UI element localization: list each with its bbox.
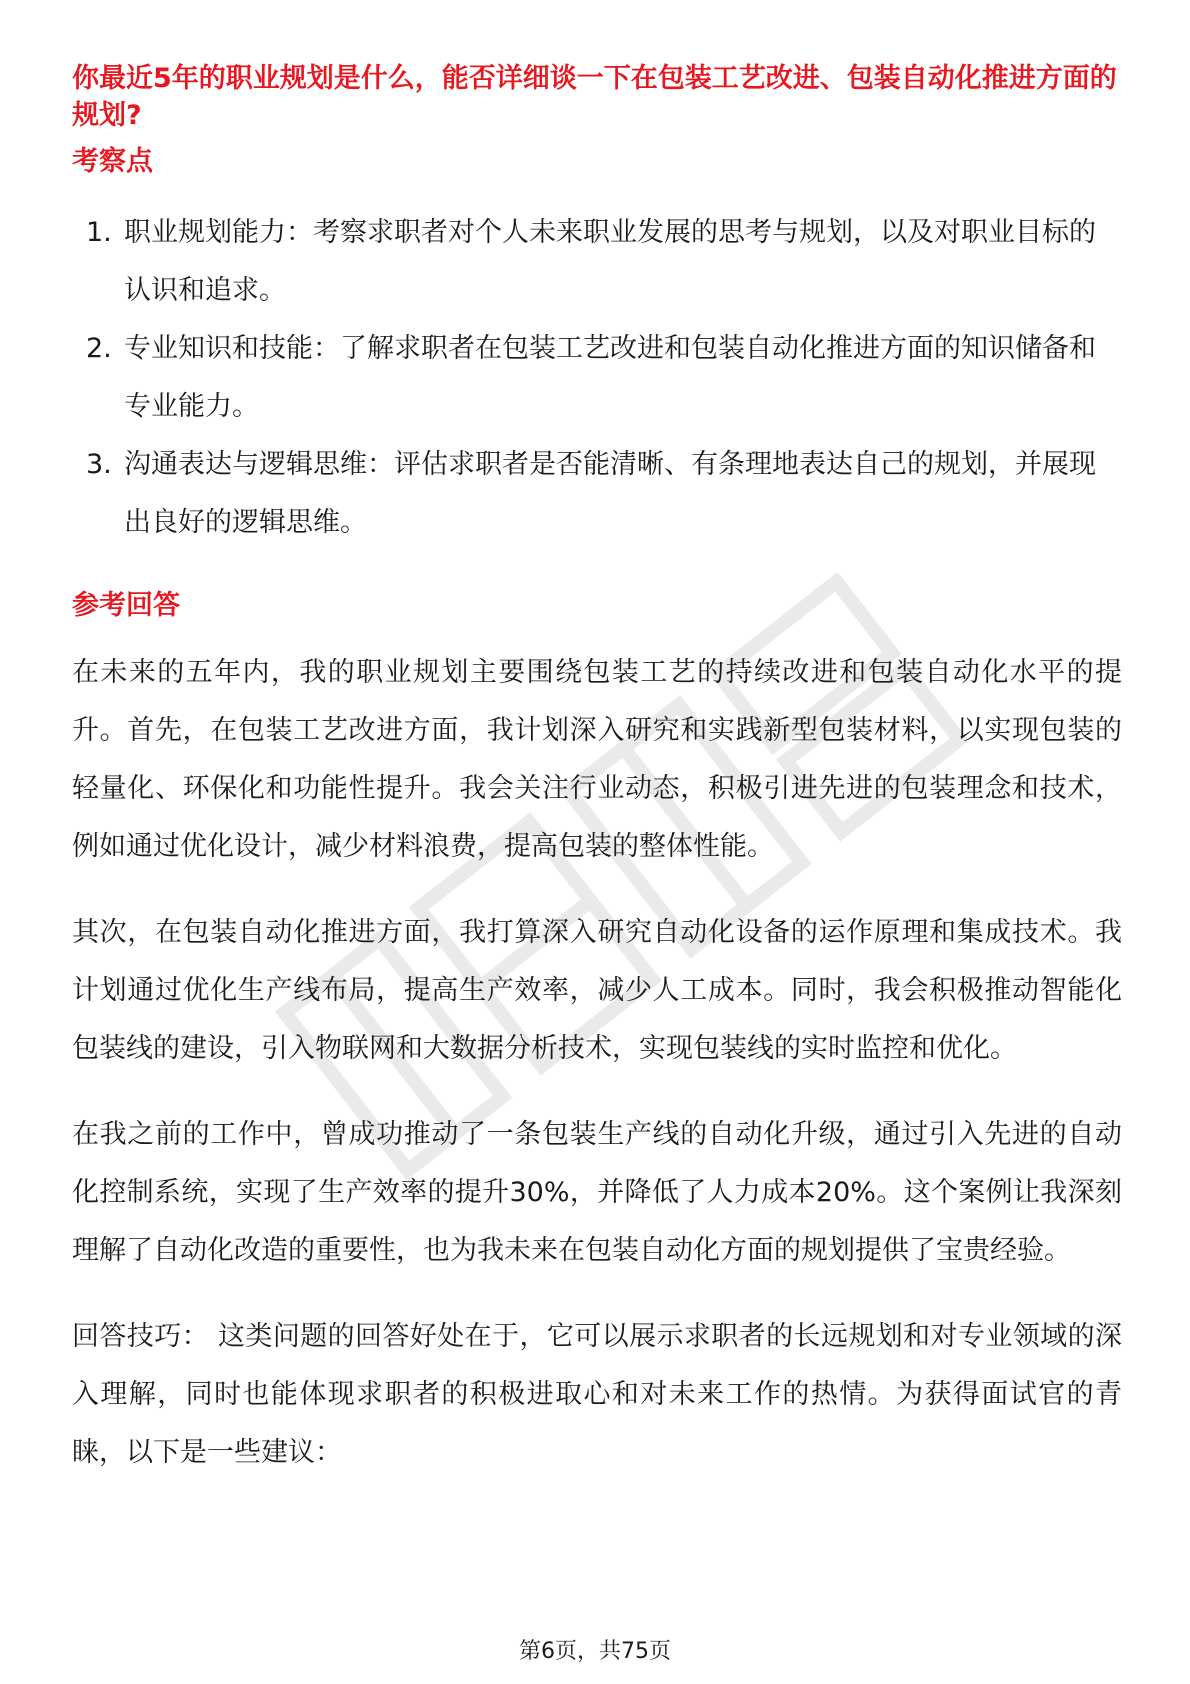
- main-content: [72, 60, 1122, 1482]
- list-item-text: 专业知识和技能：了解求职者在包装工艺改进和包装自动化推进方面的知识储备和专业能力。: [124, 333, 1096, 422]
- question-heading: 你最近5年的职业规划是什么，能否详细谈一下在包装工艺改进、包装自动化推进方面的规划?: [72, 63, 1117, 131]
- answer-paragraph: 在我之前的工作中，曾成功推动了一条包装生产线的自动化升级，通过引入先进的自动化控制系统，实现了生产效率的提升30%，并降低了人力成本20%。这个案例让我深刻理解了自动化改造的重要性，也为我未来在包装自动化方面的规划提供了宝贵经验。: [72, 1119, 1122, 1266]
- list-item-text: 沟通表达与逻辑思维：评估求职者是否能清晰、有条理地表达自己的规划，并展现出良好的逻辑思维。: [124, 449, 1096, 538]
- list-item: [72, 436, 1122, 552]
- exam-points-title: 考察点: [72, 146, 153, 177]
- list-item-number: 2.: [86, 333, 112, 364]
- exam-points-list: [72, 204, 1122, 552]
- list-item-number: 1.: [86, 217, 112, 248]
- list-item: [72, 320, 1122, 436]
- page-number-footer: 第6页，共75页: [519, 1639, 671, 1664]
- list-item-text: 职业规划能力：考察求职者对个人未来职业发展的思考与规划，以及对职业目标的认识和追求。: [124, 217, 1096, 306]
- answer-paragraph: 其次，在包装自动化推进方面，我打算深入研究自动化设备的运作原理和集成技术。我计划通过优化生产线布局，提高生产效率，减少人工成本。同时，我会积极推动智能化包装线的建设，引入物联网和大数据分析技术，实现包装线的实时监控和优化。: [72, 917, 1122, 1064]
- list-item-number: 3.: [86, 449, 112, 480]
- answer-paragraph: 在未来的五年内，我的职业规划主要围绕包装工艺的持续改进和包装自动化水平的提升。首先，在包装工艺改进方面，我计划深入研究和实践新型包装材料，以实现包装的轻量化、环保化和功能性提升。我会关注行业动态，积极引进先进的包装理念和技术，例如通过优化设计，减少材料浪费，提高包装的整体性能。: [72, 657, 1122, 862]
- answer-tips-paragraph: 回答技巧： 这类问题的回答好处在于，它可以展示求职者的长远规划和对专业领域的深入理解，同时也能体现求职者的积极进取心和对未来工作的热情。为获得面试官的青睐，以下是一些建议：: [72, 1321, 1122, 1468]
- reference-answer-title: 参考回答: [72, 590, 180, 621]
- list-item: [72, 204, 1122, 320]
